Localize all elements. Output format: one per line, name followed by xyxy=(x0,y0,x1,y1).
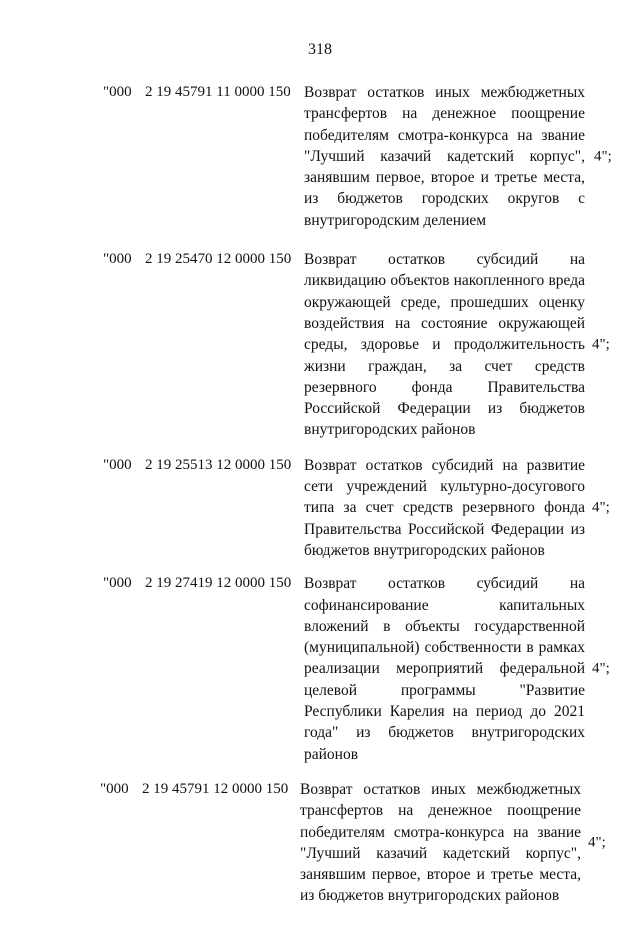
kbk-code: 2 19 25470 12 0000 150 xyxy=(145,251,292,268)
admin-code: "000 xyxy=(103,251,132,268)
kbk-code: 2 19 45791 11 0000 150 xyxy=(145,84,291,100)
page-number: 318 xyxy=(308,41,332,58)
budget-code-entry xyxy=(0,82,640,231)
budget-code-entry xyxy=(0,249,640,441)
kbk-code: 2 19 25513 12 0000 150 xyxy=(145,456,292,473)
kbk-code: 2 19 27419 12 0000 150 xyxy=(145,575,292,592)
entry-amount: 4"; xyxy=(592,499,610,516)
entry-description: Возврат остатков субсидий на софинансирование капитальных вложений в объекты государственной (муниципальной) собственности в рамках реализации мероприятий федеральной целевой программы "Развитие Республики Карелия на период до 2021 года" из бюджетов внутригородских районов xyxy=(304,575,585,763)
entry-description: Возврат остатков субсидий на развитие сети учреждений культурно-досугового типа за счет средств резервного фонда Правительства Российской Федерации из бюджетов внутригородских районов xyxy=(304,456,585,559)
budget-code-list xyxy=(0,82,640,925)
entry-amount: 4"; xyxy=(592,336,610,353)
budget-code-entry xyxy=(0,573,640,765)
admin-code: "000 xyxy=(103,84,132,100)
admin-code: "000 xyxy=(100,780,129,797)
budget-code-entry xyxy=(0,779,640,907)
entry-amount: 4"; xyxy=(588,834,606,851)
budget-code-entry xyxy=(0,455,640,561)
entry-description: Возврат остатков иных межбюджетных трансфертов на денежное поощрение победителям смотра-конкурса на звание "Лучший казачий кадетский корпус", занявшим первое, второе и третье места, из бюджетов городских округов с внутригородским делением xyxy=(304,84,585,229)
entry-amount: 4"; xyxy=(594,148,612,165)
entry-description: Возврат остатков иных межбюджетных трансфертов на денежное поощрение победителям смотра-конкурса на звание "Лучший казачий кадетский корпус", занявшим первое, второе и третье места, из бюджетов внутригородских районов xyxy=(300,780,581,905)
admin-code: "000 xyxy=(103,456,132,473)
entry-description: Возврат остатков субсидий на ликвидацию объектов накопленного вреда окружающей среде, прошедших оценку воздействия на состояние окружающей среды, здоровье и продолжительность жизни граждан, за счет средств резервного фонда Правительства Российской Федерации из бюджетов внутригородских районов xyxy=(304,251,585,439)
entry-amount: 4"; xyxy=(592,660,610,677)
kbk-code: 2 19 45791 12 0000 150 xyxy=(142,780,289,797)
admin-code: "000 xyxy=(103,575,132,592)
